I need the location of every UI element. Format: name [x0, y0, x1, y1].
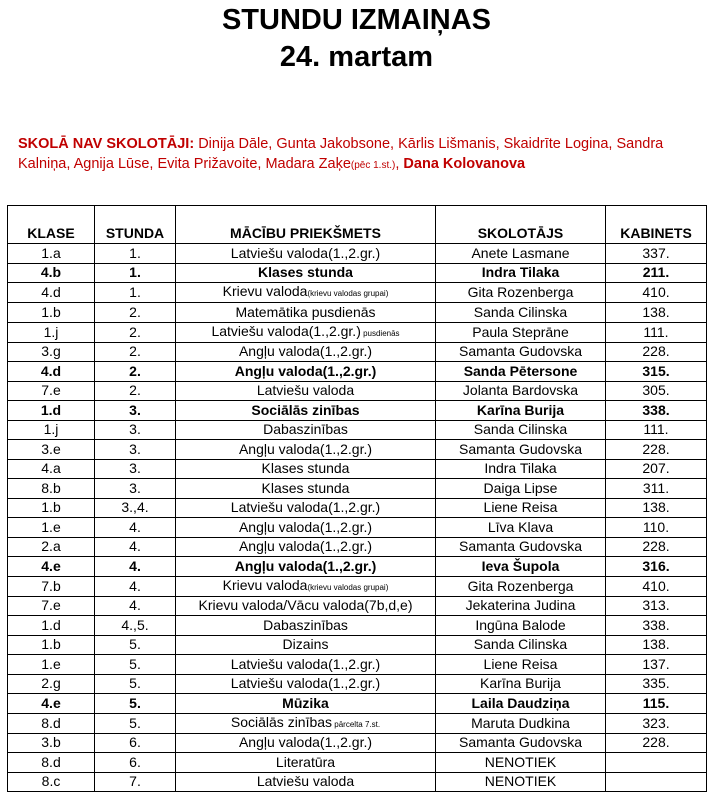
page-title: STUNDU IZMAIŅAS	[221, 4, 492, 36]
cell-stunda: 3.	[95, 479, 176, 499]
cell-kabinets: 335.	[606, 674, 707, 694]
cell-klase: 1.j	[8, 420, 95, 440]
cell-prieksmets	[176, 772, 436, 792]
header-stunda: STUNDA	[95, 206, 176, 244]
cell-prieksmets	[176, 557, 436, 577]
cell-klase: 8.c	[8, 772, 95, 792]
subject-note: pārcelta 7.st.	[332, 719, 381, 729]
cell-prieksmets	[176, 401, 436, 421]
cell-klase: 7.e	[8, 381, 95, 401]
table-row	[8, 401, 707, 421]
cell-kabinets: 410.	[606, 283, 707, 303]
cell-stunda: 5.	[95, 635, 176, 655]
cell-klase: 8.d	[8, 753, 95, 773]
cell-prieksmets	[176, 635, 436, 655]
header-kabinets: KABINETS	[606, 206, 707, 244]
subject-text: Angļu valoda(1.,2.gr.)	[238, 538, 373, 555]
cell-prieksmets	[176, 283, 436, 303]
cell-stunda: 5.	[95, 694, 176, 714]
cell-klase: 1.b	[8, 303, 95, 323]
table-row	[8, 479, 707, 499]
cell-skolotajs: NENOTIEK	[436, 772, 606, 792]
table-row	[8, 244, 707, 264]
cell-kabinets: 311.	[606, 479, 707, 499]
cell-stunda: 6.	[95, 733, 176, 753]
table-row	[8, 655, 707, 675]
cell-stunda: 3.	[95, 440, 176, 460]
cell-prieksmets	[176, 674, 436, 694]
cell-kabinets	[606, 772, 707, 792]
subject-text: Angļu valoda(1.,2.gr.)	[238, 343, 373, 360]
cell-stunda: 5.	[95, 713, 176, 733]
cell-klase: 7.e	[8, 596, 95, 616]
table-row	[8, 459, 707, 479]
cell-stunda: 4.	[95, 557, 176, 577]
cell-prieksmets	[176, 440, 436, 460]
cell-stunda: 2.	[95, 322, 176, 342]
cell-skolotajs: Samanta Gudovska	[436, 537, 606, 557]
table-row	[8, 440, 707, 460]
cell-kabinets: 138.	[606, 303, 707, 323]
subject-text: Matemātika pusdienās	[235, 303, 376, 320]
cell-klase: 1.j	[8, 322, 95, 342]
absent-note: (pēc 1.st.)	[350, 160, 396, 171]
subject-text: Klases stunda	[261, 479, 350, 496]
cell-stunda: 3.,4.	[95, 498, 176, 518]
cell-stunda: 1.	[95, 244, 176, 264]
cell-klase: 1.b	[8, 635, 95, 655]
table-row	[8, 713, 707, 733]
cell-kabinets: 410.	[606, 576, 707, 596]
subject-text: Mūzika	[282, 694, 329, 711]
cell-stunda: 3.	[95, 420, 176, 440]
cell-skolotajs: Jolanta Bardovska	[436, 381, 606, 401]
subject-text: Dabaszinības	[263, 616, 348, 633]
cell-skolotajs: Sanda Pētersone	[436, 362, 606, 382]
cell-kabinets: 323.	[606, 713, 707, 733]
cell-skolotajs: Maruta Dudkina	[436, 713, 606, 733]
cell-prieksmets	[176, 518, 436, 538]
cell-stunda: 5.	[95, 674, 176, 694]
table-row	[8, 381, 707, 401]
absent-label: SKOLĀ NAV SKOLOTĀJI:	[18, 136, 195, 152]
cell-stunda: 6.	[95, 753, 176, 773]
cell-skolotajs: Karīna Burija	[436, 674, 606, 694]
subject-text: Dizains	[282, 636, 329, 653]
subject-note: (krievu valodas grupai)	[307, 582, 389, 592]
cell-stunda: 4.	[95, 518, 176, 538]
subject-text: Latviešu valoda(1.,2.gr.)	[230, 675, 381, 692]
table-row	[8, 733, 707, 753]
cell-stunda: 3.	[95, 459, 176, 479]
cell-skolotajs: Sanda Cilinska	[436, 303, 606, 323]
subject-text: Latviešu valoda(1.,2.gr.)	[211, 322, 361, 339]
cell-klase: 1.e	[8, 518, 95, 538]
cell-kabinets: 338.	[606, 401, 707, 421]
table-row	[8, 772, 707, 792]
cell-prieksmets	[176, 655, 436, 675]
cell-kabinets: 228.	[606, 342, 707, 362]
table-row	[8, 537, 707, 557]
subject-text: Klases stunda	[261, 460, 350, 477]
subject-note: (krievu valodas grupai)	[307, 289, 389, 298]
cell-kabinets: 315.	[606, 362, 707, 382]
cell-klase: 4.e	[8, 557, 95, 577]
cell-kabinets: 138.	[606, 498, 707, 518]
cell-klase: 7.b	[8, 576, 95, 596]
absent-last-name: Dana Kolovanova	[403, 156, 526, 172]
subject-text: Angļu valoda(1.,2.gr.)	[238, 440, 373, 457]
table-header-row	[8, 206, 707, 244]
cell-prieksmets	[176, 244, 436, 264]
subject-text: Krievu valoda/Vācu valoda(7b,d,e)	[198, 597, 413, 614]
table-row	[8, 557, 707, 577]
absent-teachers-notice: SKOLĀ NAV SKOLOTĀJI: Dinija Dāle, Gunta Jakobsone, Kārlis Lišmanis, Skaidrīte Logina, Sandra Kalniņa, Agnija Lūse, Evita Prižavoite, Madara Zaķe(pēc 1.st.), Dana Kolovanova	[18, 136, 664, 172]
cell-skolotajs: Sanda Cilinska	[436, 420, 606, 440]
cell-klase: 4.a	[8, 459, 95, 479]
cell-prieksmets	[176, 322, 436, 342]
subject-text: Latviešu valoda(1.,2.gr.)	[230, 244, 381, 261]
cell-kabinets: 228.	[606, 440, 707, 460]
table-row	[8, 498, 707, 518]
cell-prieksmets	[176, 420, 436, 440]
cell-skolotajs: Samanta Gudovska	[436, 440, 606, 460]
table-row	[8, 674, 707, 694]
cell-kabinets: 111.	[606, 322, 707, 342]
cell-stunda: 3.	[95, 401, 176, 421]
cell-klase: 3.g	[8, 342, 95, 362]
subject-text: Sociālās zinības	[230, 713, 333, 730]
cell-skolotajs: Ieva Šupola	[436, 557, 606, 577]
cell-klase: 4.d	[8, 283, 95, 303]
cell-kabinets: 313.	[606, 596, 707, 616]
cell-kabinets	[606, 753, 707, 773]
cell-skolotajs: Ingūna Balode	[436, 616, 606, 636]
cell-stunda: 4.,5.	[95, 616, 176, 636]
cell-klase: 3.b	[8, 733, 95, 753]
subject-text: Krievu valoda	[222, 576, 308, 593]
cell-klase: 1.e	[8, 655, 95, 675]
cell-stunda: 7.	[95, 772, 176, 792]
cell-kabinets: 115.	[606, 694, 707, 714]
cell-kabinets: 338.	[606, 616, 707, 636]
table-row	[8, 753, 707, 773]
schedule-changes-table	[7, 205, 707, 792]
cell-prieksmets	[176, 362, 436, 382]
cell-prieksmets	[176, 713, 436, 733]
cell-klase: 1.d	[8, 616, 95, 636]
cell-klase: 1.b	[8, 498, 95, 518]
table-row	[8, 518, 707, 538]
cell-stunda: 2.	[95, 362, 176, 382]
cell-prieksmets	[176, 303, 436, 323]
cell-skolotajs: Gita Rozenberga	[436, 576, 606, 596]
subject-text: Krievu valoda	[222, 283, 308, 299]
table-row	[8, 596, 707, 616]
cell-klase: 1.d	[8, 401, 95, 421]
table-row	[8, 616, 707, 636]
cell-kabinets: 207.	[606, 459, 707, 479]
table-row	[8, 322, 707, 342]
cell-skolotajs: Liene Reisa	[436, 655, 606, 675]
cell-prieksmets	[176, 498, 436, 518]
subject-text: Angļu valoda(1.,2.gr.)	[238, 518, 373, 535]
cell-skolotajs: Samanta Gudovska	[436, 342, 606, 362]
cell-stunda: 4.	[95, 596, 176, 616]
cell-kabinets: 138.	[606, 635, 707, 655]
header-skolotajs: SKOLOTĀJS	[436, 206, 606, 244]
subject-text: Latviešu valoda(1.,2.gr.)	[230, 655, 381, 672]
cell-skolotajs: Indra Tilaka	[436, 263, 606, 283]
cell-kabinets: 137.	[606, 655, 707, 675]
table-row	[8, 694, 707, 714]
cell-klase: 8.b	[8, 479, 95, 499]
cell-skolotajs: Samanta Gudovska	[436, 733, 606, 753]
cell-stunda: 1.	[95, 283, 176, 303]
cell-kabinets: 228.	[606, 733, 707, 753]
table-row	[8, 283, 707, 303]
cell-klase: 8.d	[8, 713, 95, 733]
cell-prieksmets	[176, 596, 436, 616]
subject-text: Latviešu valoda	[256, 382, 355, 399]
cell-klase: 4.e	[8, 694, 95, 714]
cell-kabinets: 316.	[606, 557, 707, 577]
cell-kabinets: 111.	[606, 420, 707, 440]
cell-kabinets: 228.	[606, 537, 707, 557]
cell-klase: 4.b	[8, 263, 95, 283]
subject-text: Latviešu valoda(1.,2.gr.)	[230, 499, 381, 516]
cell-skolotajs: Gita Rozenberga	[436, 283, 606, 303]
subject-text: Angļu valoda(1.,2.gr.)	[234, 557, 377, 574]
cell-prieksmets	[176, 576, 436, 596]
cell-skolotajs: Laila Daudziņa	[436, 694, 606, 714]
cell-prieksmets	[176, 263, 436, 283]
cell-skolotajs: Daiga Lipse	[436, 479, 606, 499]
cell-prieksmets	[176, 479, 436, 499]
table-row	[8, 635, 707, 655]
cell-klase: 4.d	[8, 362, 95, 382]
cell-skolotajs: Līva Klava	[436, 518, 606, 538]
cell-prieksmets	[176, 459, 436, 479]
cell-prieksmets	[176, 342, 436, 362]
cell-klase: 1.a	[8, 244, 95, 264]
cell-stunda: 2.	[95, 303, 176, 323]
cell-stunda: 2.	[95, 381, 176, 401]
subject-text: Literatūra	[275, 753, 336, 770]
page-subtitle-date: 24. martam	[279, 41, 434, 73]
cell-kabinets: 305.	[606, 381, 707, 401]
cell-skolotajs: Anete Lasmane	[436, 244, 606, 264]
cell-prieksmets	[176, 694, 436, 714]
absent-names: Dinija Dāle, Gunta Jakobsone, Kārlis Lišmanis, Skaidrīte Logina, Sandra Kalniņa, Agnija Lūse, Evita Prižavoite, Madara Zaķe	[18, 136, 664, 172]
cell-skolotajs: Paula Steprāne	[436, 322, 606, 342]
cell-klase: 2.a	[8, 537, 95, 557]
table-row	[8, 342, 707, 362]
table-row	[8, 576, 707, 596]
cell-prieksmets	[176, 537, 436, 557]
cell-prieksmets	[176, 733, 436, 753]
cell-prieksmets	[176, 381, 436, 401]
subject-text: Sociālās zinības	[251, 401, 360, 418]
cell-stunda: 2.	[95, 342, 176, 362]
subject-text: Angļu valoda(1.,2.gr.)	[238, 734, 373, 751]
table-row	[8, 420, 707, 440]
cell-kabinets: 110.	[606, 518, 707, 538]
table-row	[8, 263, 707, 283]
cell-prieksmets	[176, 616, 436, 636]
cell-kabinets: 211.	[606, 263, 707, 283]
cell-skolotajs: Indra Tilaka	[436, 459, 606, 479]
header-klase: KLASE	[8, 206, 95, 244]
header-prieksmets: MĀCĪBU PRIEKŠMETS	[176, 206, 436, 244]
cell-stunda: 4.	[95, 576, 176, 596]
table-row	[8, 303, 707, 323]
subject-text: Latviešu valoda	[256, 773, 355, 790]
cell-skolotajs: NENOTIEK	[436, 753, 606, 773]
subject-text: Angļu valoda(1.,2.gr.)	[234, 362, 377, 379]
cell-skolotajs: Sanda Cilinska	[436, 635, 606, 655]
cell-skolotajs: Karīna Burija	[436, 401, 606, 421]
cell-stunda: 1.	[95, 263, 176, 283]
cell-skolotajs: Jekaterina Judina	[436, 596, 606, 616]
subject-note: pusdienās	[360, 328, 400, 338]
cell-stunda: 5.	[95, 655, 176, 675]
subject-text: Klases stunda	[258, 264, 353, 281]
table-row	[8, 362, 707, 382]
cell-stunda: 4.	[95, 537, 176, 557]
cell-klase: 2.g	[8, 674, 95, 694]
cell-kabinets: 337.	[606, 244, 707, 264]
cell-klase: 3.e	[8, 440, 95, 460]
subject-text: Dabaszinības	[263, 421, 348, 438]
cell-skolotajs: Liene Reisa	[436, 498, 606, 518]
cell-prieksmets	[176, 753, 436, 773]
